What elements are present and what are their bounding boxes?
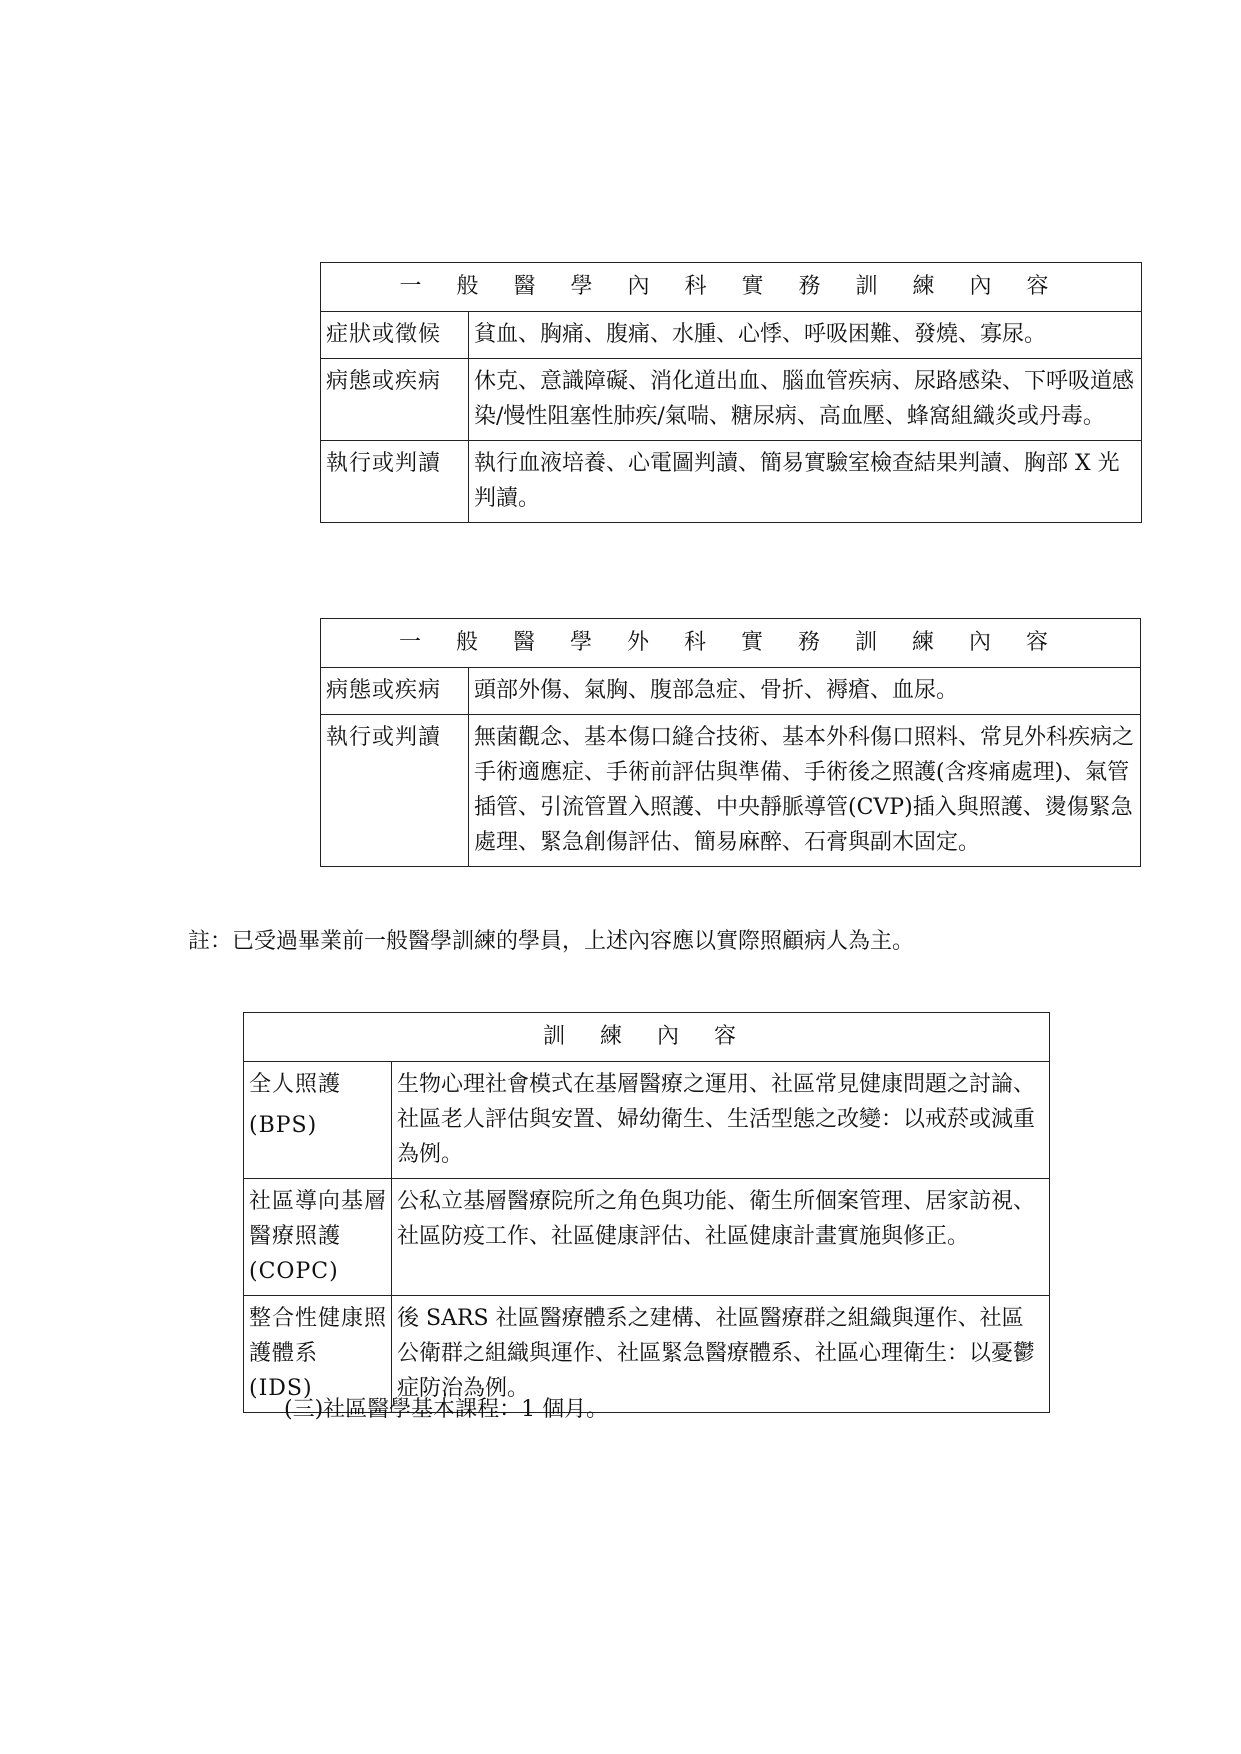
table-title: 訓 練 內 容	[244, 1013, 1050, 1062]
row-content: 執行血液培養、心電圖判讀、簡易實驗室檢查結果判讀、胸部 X 光判讀。	[469, 441, 1142, 523]
table-header-row	[321, 263, 1142, 312]
row-label: 執行或判讀	[321, 441, 469, 523]
row-label: 執行或判讀	[321, 715, 469, 867]
table-row	[321, 359, 1142, 441]
table-header-row	[244, 1013, 1050, 1062]
row-content: 生物心理社會模式在基層醫療之運用、社區常見健康問題之討論、社區老人評估與安置、婦幼衛生、生活型態之改變：以戒菸或減重為例。	[392, 1062, 1050, 1179]
table-title: 一 般 醫 學 內 科 實 務 訓 練 內 容	[321, 263, 1142, 312]
table-row	[321, 668, 1141, 715]
table-row	[321, 715, 1141, 867]
row-content: 無菌觀念、基本傷口縫合技術、基本外科傷口照料、常見外科疾病之手術適應症、手術前評估與準備、手術後之照護(含疼痛處理)、氣管插管、引流管置入照護、中央靜脈導管(CVP)插入與照護、燙傷緊急處理、緊急創傷評估、簡易麻醉、石膏與副木固定。	[469, 715, 1141, 867]
footnote: 註：已受過畢業前一般醫學訓練的學員，上述內容應以實際照顧病人為主。	[188, 929, 915, 954]
row-content: 頭部外傷、氣胸、腹部急症、骨折、褥瘡、血尿。	[469, 668, 1141, 715]
table-row	[321, 441, 1142, 523]
table-title: 一 般 醫 學 外 科 實 務 訓 練 內 容	[321, 619, 1141, 668]
row-label-abbr: (IDS)	[249, 1376, 313, 1401]
row-label: 病態或疾病	[321, 668, 469, 715]
table-header-row	[321, 619, 1141, 668]
row-label: 全人照護	[249, 1072, 342, 1097]
community-training-table	[243, 1012, 1050, 1413]
row-content: 公私立基層醫療院所之角色與功能、衛生所個案管理、居家訪視、社區防疫工作、社區健康評估、社區健康計畫實施與修正。	[392, 1179, 1050, 1296]
surgery-table	[320, 618, 1141, 867]
row-label: 症狀或徵候	[321, 312, 469, 359]
row-label: 病態或疾病	[321, 359, 469, 441]
course-heading: (三)社區醫學基本課程：1 個月。	[284, 1397, 609, 1422]
row-label-cell	[244, 1179, 392, 1296]
row-label-abbr: (COPC)	[249, 1259, 339, 1284]
table-row	[321, 312, 1142, 359]
table-row	[244, 1179, 1050, 1296]
row-label-abbr: (BPS)	[249, 1113, 318, 1138]
row-content: 休克、意識障礙、消化道出血、腦血管疾病、尿路感染、下呼吸道感染/慢性阻塞性肺疾/氣喘、糖尿病、高血壓、蜂窩組織炎或丹毒。	[469, 359, 1142, 441]
row-label: 社區導向基層醫療照護	[249, 1189, 388, 1249]
row-label-cell	[244, 1062, 392, 1179]
row-content: 貧血、胸痛、腹痛、水腫、心悸、呼吸困難、發燒、寡尿。	[469, 312, 1142, 359]
row-label: 整合性健康照護體系	[249, 1306, 388, 1366]
table-row	[244, 1062, 1050, 1179]
internal-medicine-table	[320, 262, 1142, 523]
row-content: 後 SARS 社區醫療體系之建構、社區醫療群之組織與運作、社區公衛群之組織與運作、社區緊急醫療體系、社區心理衛生：以憂鬱症防治為例。	[392, 1296, 1050, 1413]
